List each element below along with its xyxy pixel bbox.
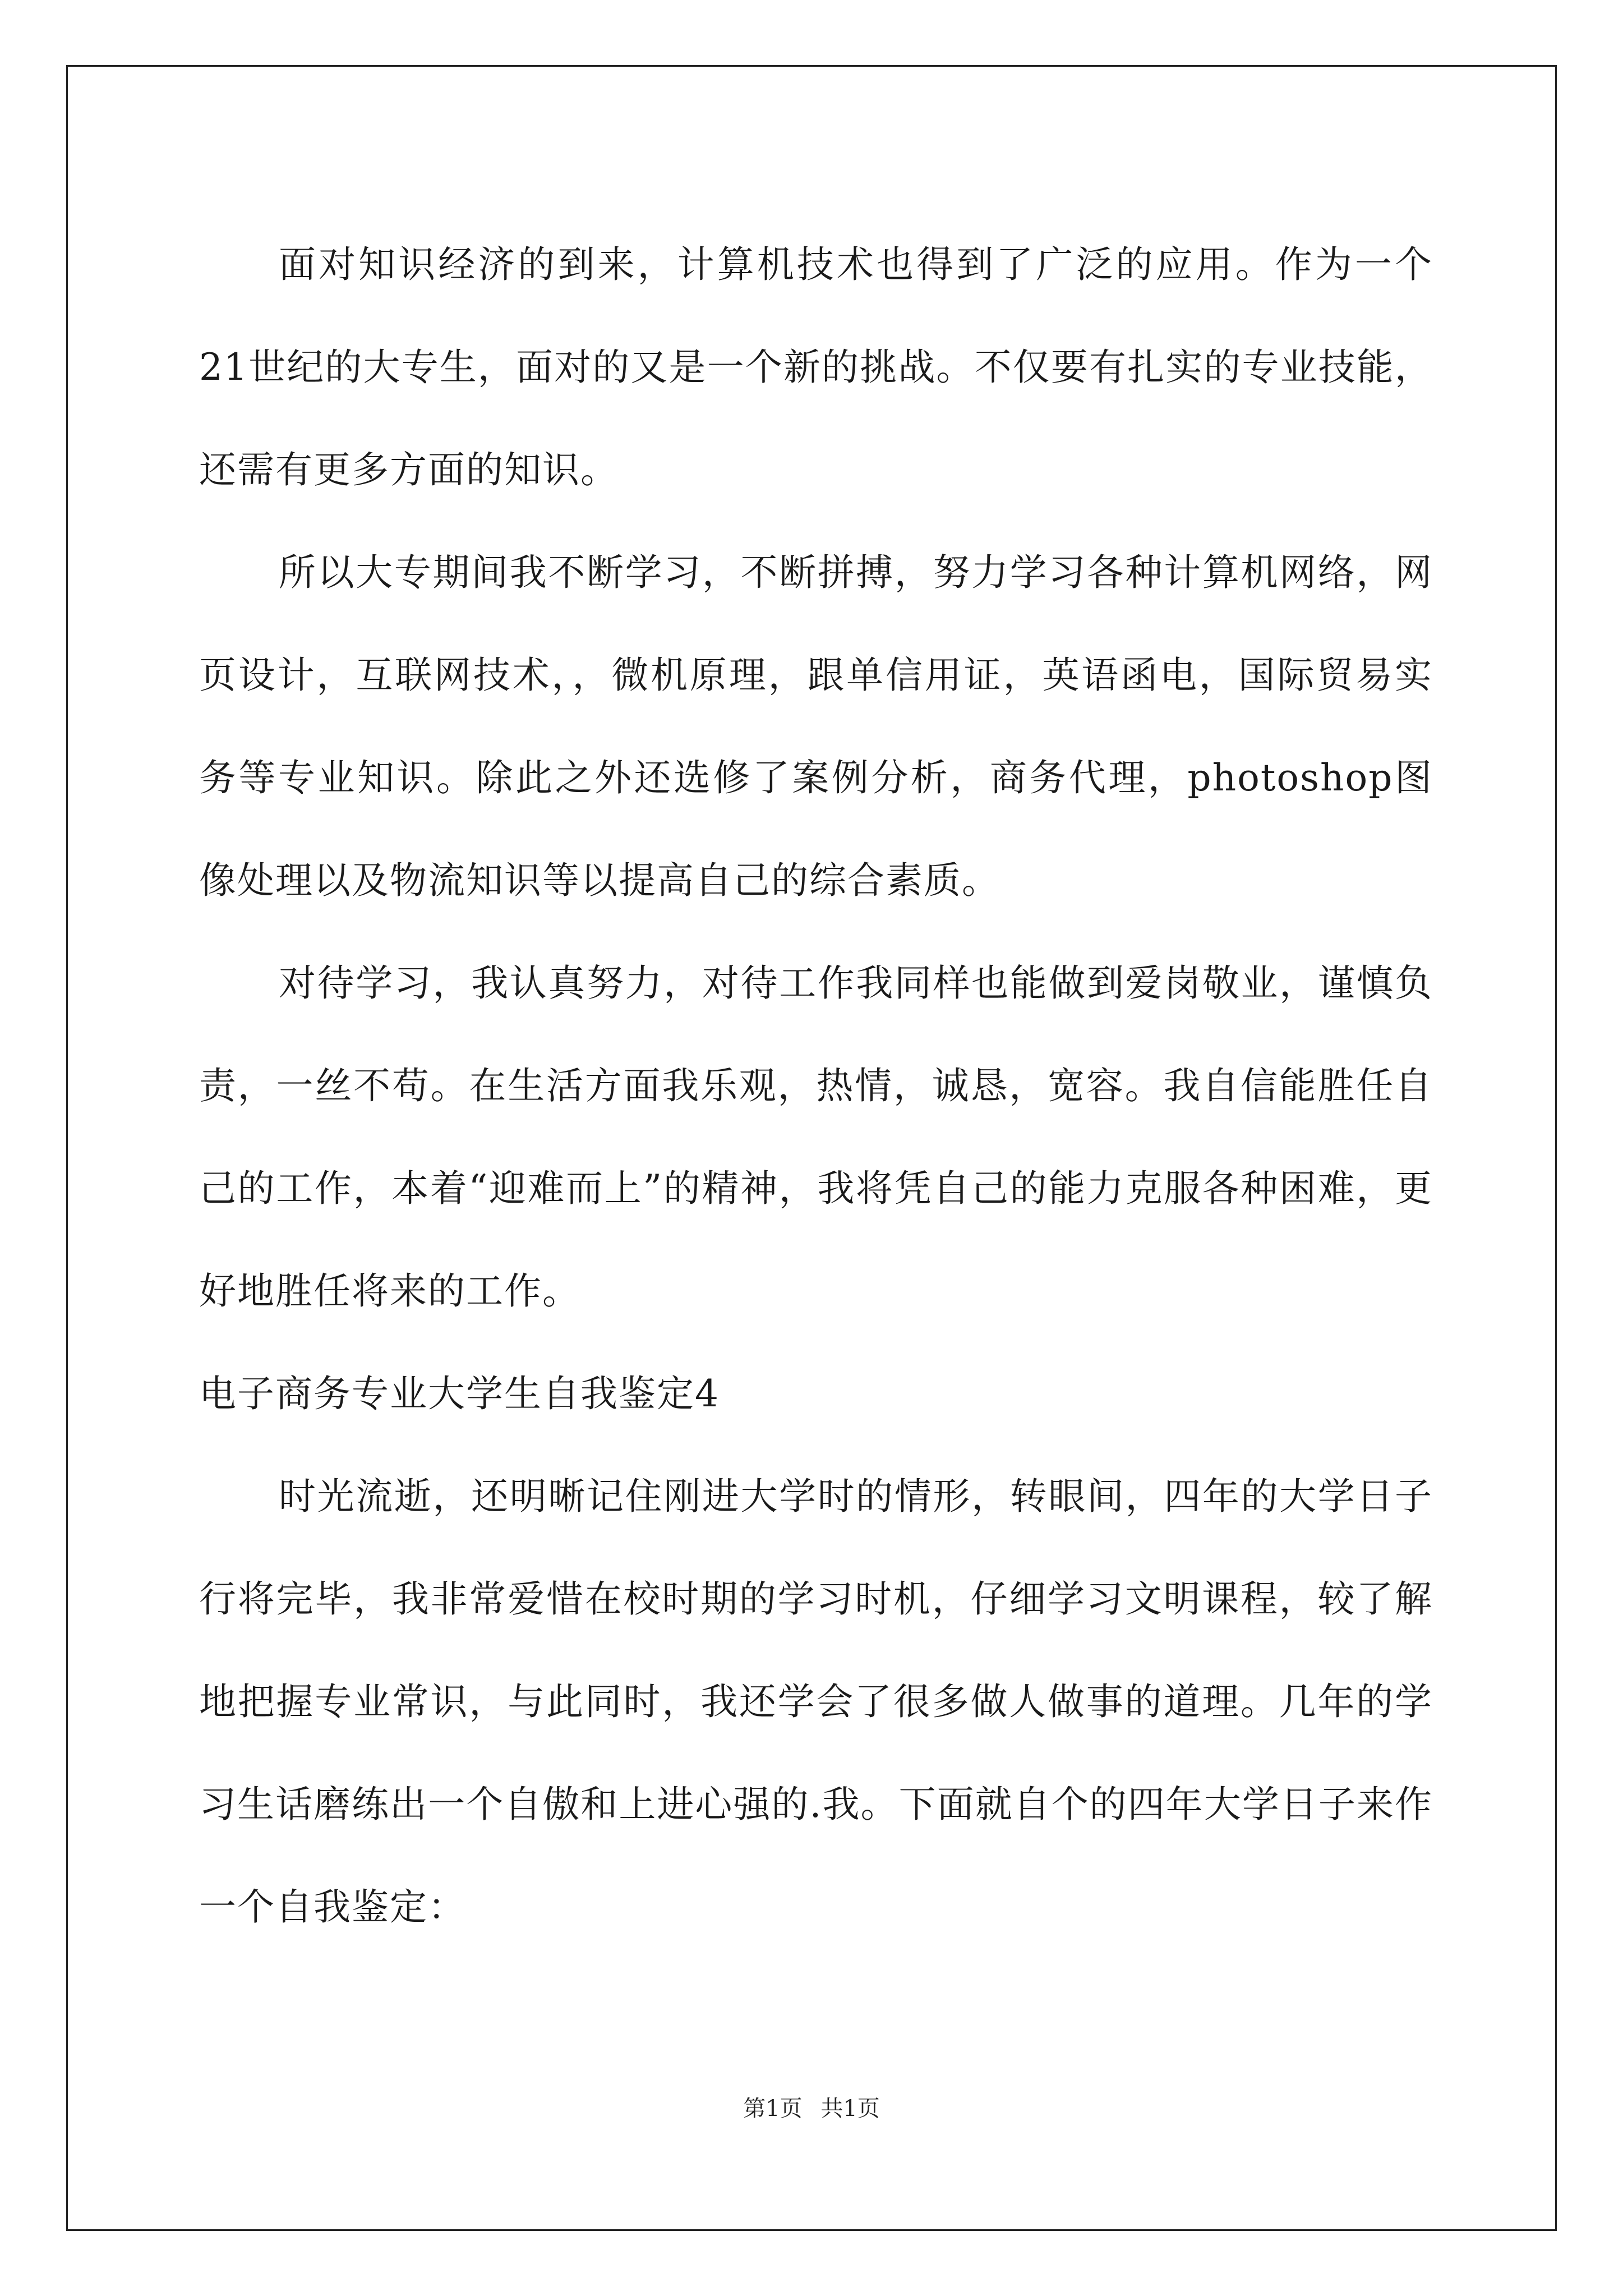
paragraph-2: 所以大专期间我不断学习，不断拼搏，努力学习各种计算机网络，网页设计，互联网技术，，微机原理，跟单信用证，英语函电，国际贸易实务等专业知识。除此之外还选修了案例分析，商务代理，photoshop图像处理以及物流知识等以提高自己的综合素质。 bbox=[199, 551, 1433, 902]
page-footer bbox=[0, 2091, 1623, 2123]
page-number: 第1页 bbox=[743, 2096, 803, 2122]
section-heading: 电子商务专业大学生自我鉴定4 bbox=[199, 1372, 720, 1415]
document-body bbox=[199, 213, 1433, 1958]
paragraph-3: 对待学习，我认真努力，对待工作我同样也能做到爱岗敬业，谨慎负责，一丝不苟。在生活方面我乐观，热情，诚恳，宽容。我自信能胜任自己的工作，本着“迎难而上”的精神，我将凭自己的能力克服各种困难，更好地胜任将来的工作。 bbox=[199, 961, 1433, 1313]
paragraph-1: 面对知识经济的到来，计算机技术也得到了广泛的应用。作为一个21世纪的大专生，面对的又是一个新的挑战。不仅要有扎实的专业技能，还需有更多方面的知识。 bbox=[199, 243, 1433, 491]
page-total: 共1页 bbox=[820, 2096, 880, 2122]
paragraph-4: 时光流逝，还明晰记住刚进大学时的情形，转眼间，四年的大学日子行将完毕，我非常爱惜在校时期的学习时机，仔细学习文明课程，较了解地把握专业常识，与此同时，我还学会了很多做人做事的道理。几年的学习生话磨练出一个自傲和上进心强的.我。下面就自个的四年大学日子来作一个自我鉴定： bbox=[199, 1475, 1433, 1929]
